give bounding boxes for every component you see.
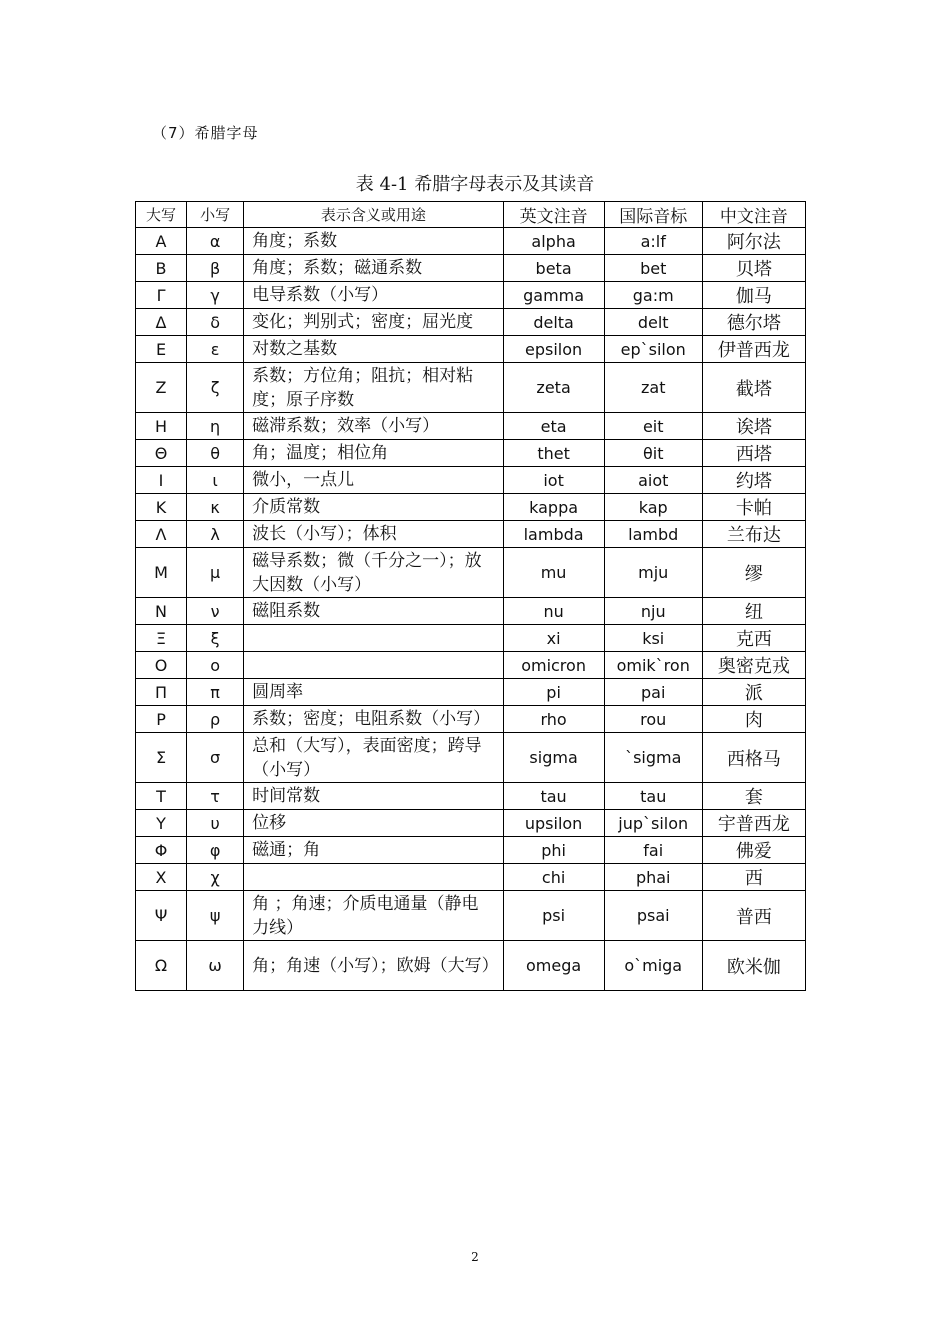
table-row (136, 783, 806, 810)
english-phonetic: delta (503, 309, 604, 336)
lowercase-letter: ο (187, 652, 244, 679)
ipa-phonetic: tau (604, 783, 702, 810)
lowercase-letter: ν (187, 598, 244, 625)
meaning-cell: 介质常数 (244, 494, 503, 521)
chinese-phonetic: 普西 (702, 891, 805, 941)
meaning-cell: 角度；系数 (244, 228, 503, 255)
lowercase-letter: χ (187, 864, 244, 891)
meaning-cell: 电导系数（小写） (244, 282, 503, 309)
lowercase-letter: ι (187, 467, 244, 494)
ipa-phonetic: rou (604, 706, 702, 733)
english-phonetic: beta (503, 255, 604, 282)
english-phonetic: iot (503, 467, 604, 494)
lowercase-letter: ξ (187, 625, 244, 652)
ipa-phonetic: pai (604, 679, 702, 706)
table-row (136, 440, 806, 467)
table-row (136, 255, 806, 282)
table-caption: 表 4-1 希腊字母表示及其读音 (355, 174, 595, 195)
meaning-cell: 总和（大写），表面密度；跨导（小写） (244, 733, 503, 783)
uppercase-letter: Ω (136, 941, 187, 991)
uppercase-letter: Π (136, 679, 187, 706)
ipa-phonetic: ep`silon (604, 336, 702, 363)
lowercase-letter: η (187, 413, 244, 440)
chinese-phonetic: 卡帕 (702, 494, 805, 521)
meaning-cell: 角；角速（小写）；欧姆（大写） (244, 941, 503, 991)
table-row (136, 864, 806, 891)
english-phonetic: tau (503, 783, 604, 810)
ipa-phonetic: a:lf (604, 228, 702, 255)
table-row (136, 733, 806, 783)
lowercase-letter: μ (187, 548, 244, 598)
table-row (136, 837, 806, 864)
ipa-phonetic: fai (604, 837, 702, 864)
header-meaning: 表示含义或用途 (244, 202, 503, 228)
chinese-phonetic: 阿尔法 (702, 228, 805, 255)
lowercase-letter: β (187, 255, 244, 282)
table-row (136, 521, 806, 548)
english-phonetic: lambda (503, 521, 604, 548)
meaning-cell: 角；温度；相位角 (244, 440, 503, 467)
meaning-cell: 磁阻系数 (244, 598, 503, 625)
chinese-phonetic: 伊普西龙 (702, 336, 805, 363)
ipa-phonetic: `sigma (604, 733, 702, 783)
uppercase-letter: Τ (136, 783, 187, 810)
table-row (136, 494, 806, 521)
meaning-cell: 磁滞系数；效率（小写） (244, 413, 503, 440)
meaning-cell: 角 ；角速；介质电通量（静电力线） (244, 891, 503, 941)
uppercase-letter: Ν (136, 598, 187, 625)
ipa-phonetic: phai (604, 864, 702, 891)
uppercase-letter: Δ (136, 309, 187, 336)
english-phonetic: mu (503, 548, 604, 598)
greek-alphabet-table (135, 201, 806, 991)
chinese-phonetic: 派 (702, 679, 805, 706)
uppercase-letter: Υ (136, 810, 187, 837)
uppercase-letter: Σ (136, 733, 187, 783)
english-phonetic: omicron (503, 652, 604, 679)
table-row (136, 891, 806, 941)
meaning-cell: 对数之基数 (244, 336, 503, 363)
ipa-phonetic: bet (604, 255, 702, 282)
uppercase-letter: Α (136, 228, 187, 255)
uppercase-letter: Θ (136, 440, 187, 467)
chinese-phonetic: 肉 (702, 706, 805, 733)
uppercase-letter: Κ (136, 494, 187, 521)
ipa-phonetic: ksi (604, 625, 702, 652)
english-phonetic: psi (503, 891, 604, 941)
ipa-phonetic: nju (604, 598, 702, 625)
lowercase-letter: δ (187, 309, 244, 336)
lowercase-letter: φ (187, 837, 244, 864)
table-row (136, 336, 806, 363)
english-phonetic: sigma (503, 733, 604, 783)
chinese-phonetic: 纽 (702, 598, 805, 625)
page-number: 2 (471, 1250, 479, 1264)
meaning-cell: 变化；判别式；密度；屈光度 (244, 309, 503, 336)
uppercase-letter: Γ (136, 282, 187, 309)
ipa-phonetic: kap (604, 494, 702, 521)
ipa-phonetic: mju (604, 548, 702, 598)
ipa-phonetic: eit (604, 413, 702, 440)
ipa-phonetic: lambd (604, 521, 702, 548)
uppercase-letter: Φ (136, 837, 187, 864)
chinese-phonetic: 克西 (702, 625, 805, 652)
chinese-phonetic: 西 (702, 864, 805, 891)
lowercase-letter: γ (187, 282, 244, 309)
table-row (136, 679, 806, 706)
uppercase-letter: Η (136, 413, 187, 440)
table-row (136, 598, 806, 625)
english-phonetic: upsilon (503, 810, 604, 837)
table-row (136, 228, 806, 255)
lowercase-letter: ρ (187, 706, 244, 733)
chinese-phonetic: 贝塔 (702, 255, 805, 282)
meaning-cell: 波长（小写）；体积 (244, 521, 503, 548)
lowercase-letter: λ (187, 521, 244, 548)
chinese-phonetic: 诶塔 (702, 413, 805, 440)
lowercase-letter: π (187, 679, 244, 706)
table-row (136, 810, 806, 837)
english-phonetic: thet (503, 440, 604, 467)
lowercase-letter: κ (187, 494, 244, 521)
meaning-cell: 微小，一点儿 (244, 467, 503, 494)
english-phonetic: gamma (503, 282, 604, 309)
uppercase-letter: Β (136, 255, 187, 282)
english-phonetic: chi (503, 864, 604, 891)
ipa-phonetic: zat (604, 363, 702, 413)
header-ipa: 国际音标 (604, 202, 702, 228)
meaning-cell: 时间常数 (244, 783, 503, 810)
uppercase-letter: Μ (136, 548, 187, 598)
meaning-cell: 圆周率 (244, 679, 503, 706)
chinese-phonetic: 宇普西龙 (702, 810, 805, 837)
uppercase-letter: Ψ (136, 891, 187, 941)
lowercase-letter: ω (187, 941, 244, 991)
chinese-phonetic: 兰布达 (702, 521, 805, 548)
chinese-phonetic: 欧米伽 (702, 941, 805, 991)
table-row (136, 706, 806, 733)
ipa-phonetic: jup`silon (604, 810, 702, 837)
meaning-cell (244, 625, 503, 652)
table-row (136, 413, 806, 440)
table-row (136, 625, 806, 652)
chinese-phonetic: 伽马 (702, 282, 805, 309)
uppercase-letter: Λ (136, 521, 187, 548)
uppercase-letter: Ε (136, 336, 187, 363)
lowercase-letter: ψ (187, 891, 244, 941)
meaning-cell: 系数；方位角；阻抗；相对粘度；原子序数 (244, 363, 503, 413)
uppercase-letter: Ο (136, 652, 187, 679)
chinese-phonetic: 奥密克戎 (702, 652, 805, 679)
english-phonetic: epsilon (503, 336, 604, 363)
english-phonetic: zeta (503, 363, 604, 413)
table-row (136, 467, 806, 494)
lowercase-letter: α (187, 228, 244, 255)
chinese-phonetic: 德尔塔 (702, 309, 805, 336)
table-body (136, 228, 806, 991)
chinese-phonetic: 佛爱 (702, 837, 805, 864)
chinese-phonetic: 西格马 (702, 733, 805, 783)
header-upper: 大写 (136, 202, 187, 228)
lowercase-letter: θ (187, 440, 244, 467)
lowercase-letter: υ (187, 810, 244, 837)
english-phonetic: omega (503, 941, 604, 991)
english-phonetic: xi (503, 625, 604, 652)
english-phonetic: kappa (503, 494, 604, 521)
ipa-phonetic: omik`ron (604, 652, 702, 679)
header-english-phonetic: 英文注音 (503, 202, 604, 228)
meaning-cell: 磁导系数；微（千分之一）；放大因数（小写） (244, 548, 503, 598)
uppercase-letter: Ρ (136, 706, 187, 733)
english-phonetic: eta (503, 413, 604, 440)
ipa-phonetic: θit (604, 440, 702, 467)
chinese-phonetic: 缪 (702, 548, 805, 598)
meaning-cell: 位移 (244, 810, 503, 837)
table-row (136, 363, 806, 413)
uppercase-letter: Ζ (136, 363, 187, 413)
table-row (136, 282, 806, 309)
header-chinese-phonetic: 中文注音 (702, 202, 805, 228)
uppercase-letter: Ξ (136, 625, 187, 652)
header-lower: 小写 (187, 202, 244, 228)
uppercase-letter: Χ (136, 864, 187, 891)
english-phonetic: phi (503, 837, 604, 864)
meaning-cell: 角度；系数；磁通系数 (244, 255, 503, 282)
english-phonetic: rho (503, 706, 604, 733)
table-header-row (136, 202, 806, 228)
chinese-phonetic: 套 (702, 783, 805, 810)
table-row (136, 309, 806, 336)
ipa-phonetic: ga:m (604, 282, 702, 309)
chinese-phonetic: 约塔 (702, 467, 805, 494)
table-row (136, 941, 806, 991)
ipa-phonetic: delt (604, 309, 702, 336)
ipa-phonetic: o`miga (604, 941, 702, 991)
meaning-cell (244, 652, 503, 679)
english-phonetic: nu (503, 598, 604, 625)
chinese-phonetic: 截塔 (702, 363, 805, 413)
lowercase-letter: ζ (187, 363, 244, 413)
chinese-phonetic: 西塔 (702, 440, 805, 467)
english-phonetic: pi (503, 679, 604, 706)
lowercase-letter: σ (187, 733, 244, 783)
meaning-cell: 系数；密度；电阻系数（小写） (244, 706, 503, 733)
section-title: （7）希腊字母 (152, 124, 259, 142)
uppercase-letter: Ι (136, 467, 187, 494)
lowercase-letter: ε (187, 336, 244, 363)
table-row (136, 548, 806, 598)
english-phonetic: alpha (503, 228, 604, 255)
lowercase-letter: τ (187, 783, 244, 810)
meaning-cell: 磁通；角 (244, 837, 503, 864)
meaning-cell (244, 864, 503, 891)
ipa-phonetic: psai (604, 891, 702, 941)
table-row (136, 652, 806, 679)
ipa-phonetic: aiot (604, 467, 702, 494)
